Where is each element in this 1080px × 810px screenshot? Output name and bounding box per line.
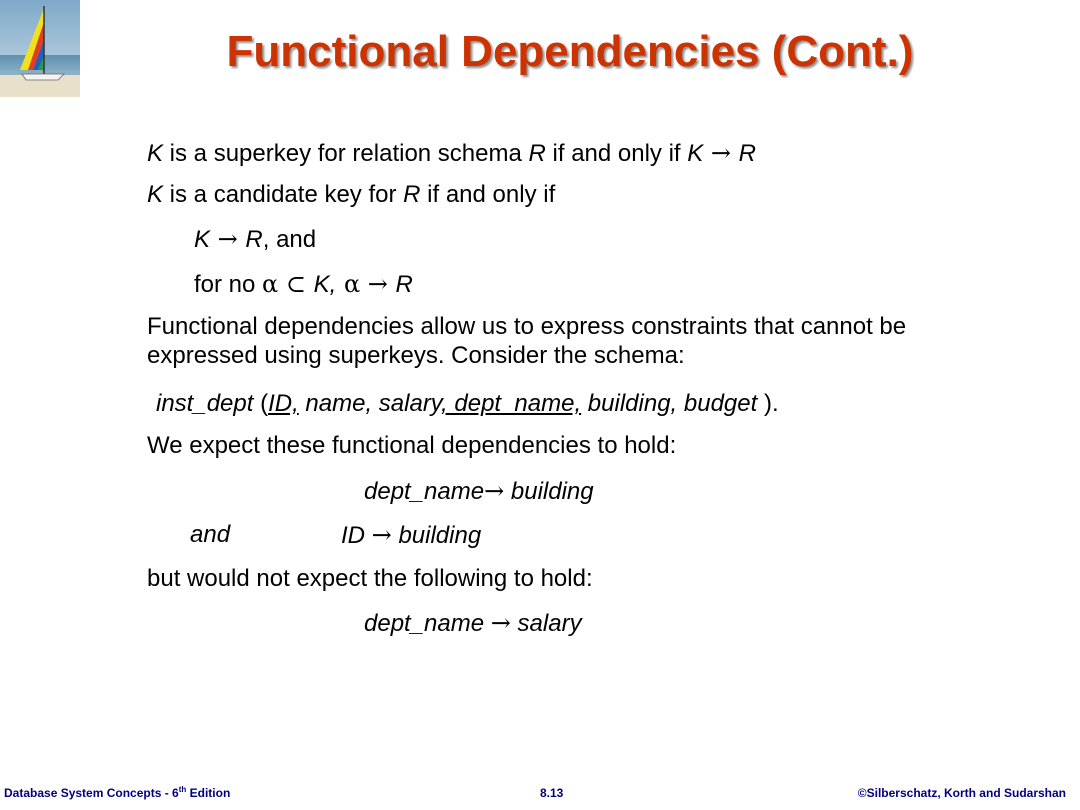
fd-id-building: ID → building [341, 521, 482, 549]
fd-dept-name-building: dept_name→ building [364, 477, 594, 505]
footer-slide-number: 8.13 [540, 786, 564, 800]
footer-book-title: Database System Concepts - 6th Edition [4, 785, 231, 800]
fd-dept-name-salary: dept_name → salary [364, 609, 582, 637]
fd-paragraph-line-2: expressed using superkeys. Consider the schema: [147, 342, 685, 369]
slide-title: Functional Dependencies (Cont.) [226, 27, 914, 76]
candidate-key-definition: K is a candidate key for R if and only if [147, 181, 556, 208]
superkey-definition: K is a superkey for relation schema R if and only if K → R [147, 139, 757, 167]
footer-copyright: ©Silberschatz, Korth and Sudarshan [857, 786, 1066, 800]
expected-fd-intro: We expect these functional dependencies to hold: [147, 432, 677, 459]
candidate-key-condition-2: for no α ⊂ K, α → R [194, 270, 413, 298]
inst-dept-schema: inst_dept (ID, name, salary, dept_name, building, budget ). [156, 390, 779, 417]
fd-and-label: and [190, 521, 231, 548]
unexpected-fd-intro: but would not expect the following to hold: [147, 565, 593, 592]
sailboat-logo-image [0, 0, 80, 97]
candidate-key-condition-1: K → R, and [194, 225, 317, 253]
fd-paragraph-line-1: Functional dependencies allow us to express constraints that cannot be [147, 313, 907, 340]
